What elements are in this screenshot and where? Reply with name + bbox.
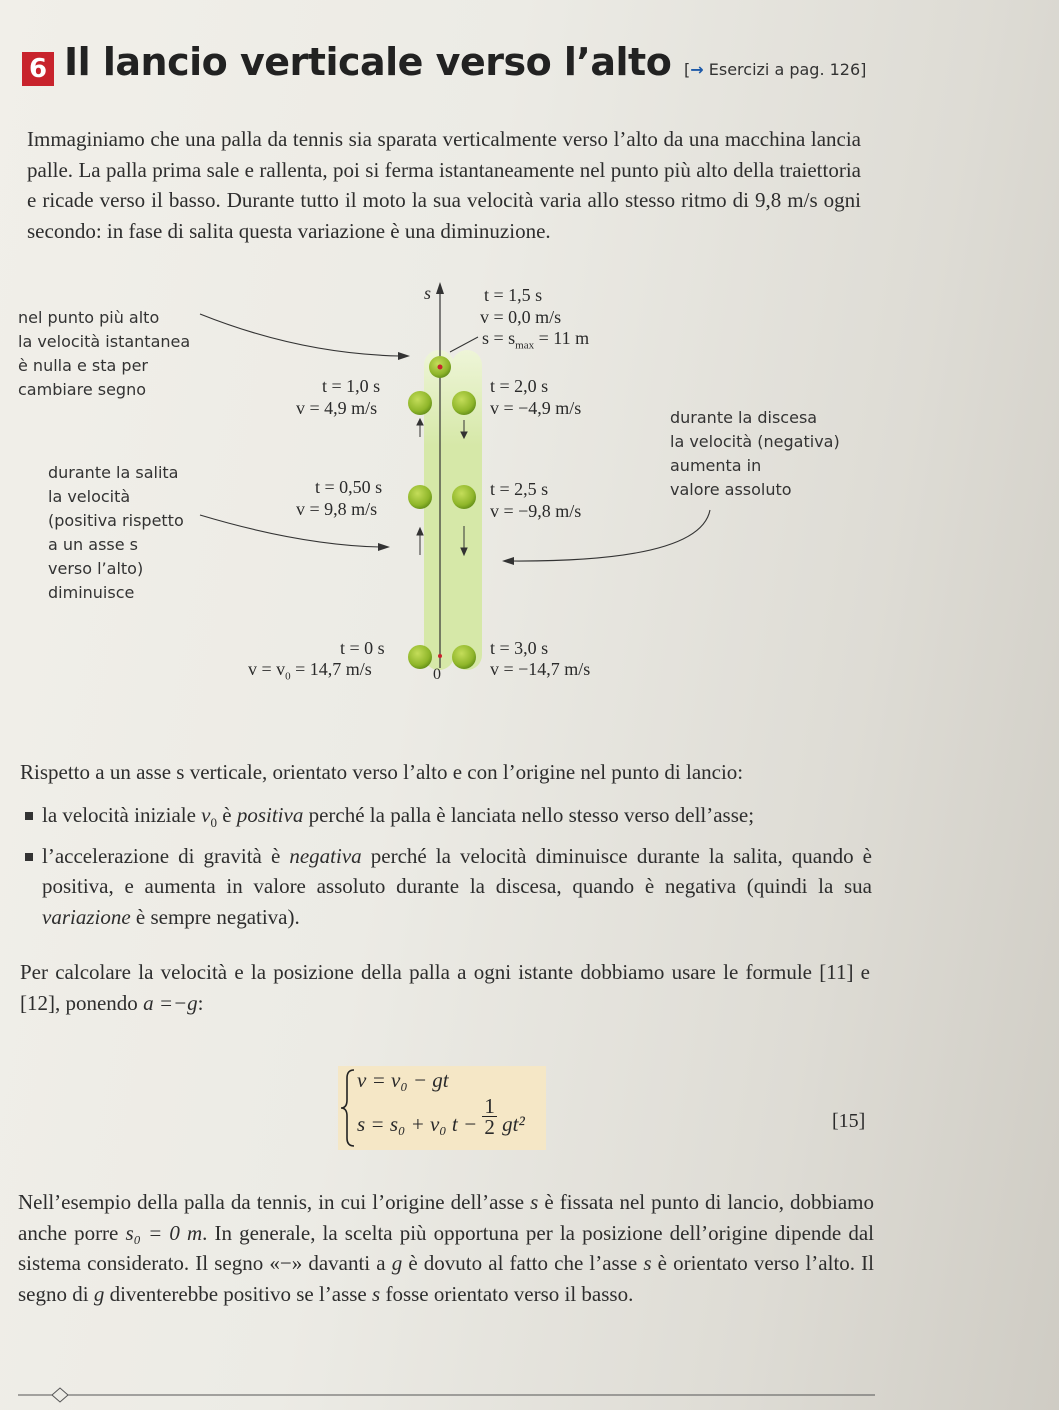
ball-down-2: [452, 485, 476, 509]
bracket-open: [: [684, 60, 691, 79]
callout-arrow-top: [200, 314, 400, 356]
callout-arrowhead-top: [398, 352, 410, 360]
origin-point: [438, 654, 442, 658]
down-velocity-label-2: v = −9,8 m/s: [490, 501, 582, 521]
fraction-one-half: $\frac{1}{2}$: [484, 1093, 495, 1139]
bullet-list: [22, 800, 872, 932]
axis-label-s: s: [424, 283, 432, 303]
axis-paragraph: Rispetto a un asse s verticale, orientato verso l’alto e con l’origine nel punto di lancio:: [20, 760, 744, 784]
ball-up-2: [408, 485, 432, 509]
exercise-reference[interactable]: [684, 60, 866, 79]
up-time-label-3: t = 0 s: [340, 638, 385, 658]
exercise-reference-text: Esercizi a pag. 126]: [708, 60, 867, 79]
up-velocity-label-2: v = 9,8 m/s: [296, 499, 378, 519]
bullet-item-gravity: l’accelerazione di gravità è negativa perché la velocità diminuisce durante la salita, quando è positiva, e aumenta in valore assoluto durante la discesa, quando è negativa (quindi la sua variazione è sempre negativa).: [22, 841, 872, 933]
down-time-label-3: t = 3,0 s: [490, 638, 549, 658]
up-time-label-2: t = 0,50 s: [315, 477, 383, 497]
down-velocity-label-3: v = −14,7 m/s: [490, 659, 591, 679]
arrow-right-icon: →: [690, 60, 704, 79]
section-title: Il lancio verticale verso l’alto: [64, 40, 672, 84]
ball-down-1: [452, 391, 476, 415]
bullet-item-initial-velocity: la velocità iniziale $v_0$ è positiva perché la palla è lanciata nello stesso verso dell’asse;: [22, 800, 872, 839]
callout-arrowhead-ascent: [378, 543, 390, 551]
top-time-label: t = 1,5 s: [484, 285, 543, 305]
note-ascent: durante la salita la velocità (positiva rispetto a un asse s verso l’alto) diminuisce: [48, 463, 184, 602]
formula-line-position: s = s₀ + v₀ t − $\frac{1}{2}$ gt²: [357, 1093, 525, 1139]
down-velocity-label-1: v = −4,9 m/s: [490, 398, 582, 418]
divider-diamond-icon: [52, 1388, 68, 1402]
callout-arrowhead-descent: [502, 557, 514, 565]
ball-top-highlight: [438, 365, 443, 370]
ball-down-3: [452, 645, 476, 669]
up-velocity-label-1: v = 4,9 m/s: [296, 398, 378, 418]
closing-paragraph: Nell’esempio della palla da tennis, in cui l’origine dell’asse s è fissata nel punto di lancio, dobbiamo anche porre s₀ = 0 m. In generale, la scelta più opportuna per la posizione dell’origine dipende dal sistema considerato. Il segno «−» davanti a g è dovuto al fatto che l’asse s è orientato verso l’alto. Il segno di g diventerebbe positivo se l’asse s fosse orientato verso il basso.: [18, 1190, 874, 1306]
s-axis-arrowhead: [436, 282, 444, 294]
down-time-label-2: t = 2,5 s: [490, 479, 549, 499]
note-descent: durante la discesa la velocità (negativa) aumenta in valore assoluto: [670, 408, 840, 499]
intro-paragraph: Immaginiamo che una palla da tennis sia sparata verticalmente verso l’alto da una macchina lancia palle. La palla prima sale e rallenta, poi si ferma istantaneamente nel punto più alto della traiettoria e ricade verso il basso. Durante tutto il moto la sua velocità varia allo stesso ritmo di 9,8 m/s ogni secondo: in fase di salita questa variazione è una diminuzione.: [27, 127, 861, 243]
down-time-label-1: t = 2,0 s: [490, 376, 549, 396]
formula-number: [15]: [832, 1110, 866, 1132]
formula-line-velocity: v = v₀ − gt: [357, 1068, 449, 1092]
top-smax-label: $s = s_{max} = 11$ m: [482, 328, 590, 352]
section-number-badge: 6: [22, 52, 54, 86]
top-velocity-label: v = 0,0 m/s: [480, 307, 562, 327]
formula-intro-paragraph: Per calcolare la velocità e la posizione della palla a ogni istante dobbiamo usare le formule [11] e [12], ponendo a =−g:: [20, 960, 870, 1015]
ball-up-3: [408, 645, 432, 669]
note-top-left: nel punto più alto la velocità istantanea è nulla e sta per cambiare segno: [18, 308, 191, 399]
bottom-divider: [0, 1386, 880, 1406]
ball-up-1: [408, 391, 432, 415]
origin-label: 0: [433, 666, 441, 683]
up-time-label-1: t = 1,0 s: [322, 376, 381, 396]
up-velocity-label-3: $v = v_0 = 14,7$ m/s: [248, 659, 372, 683]
smax-leader-line: [450, 337, 478, 352]
